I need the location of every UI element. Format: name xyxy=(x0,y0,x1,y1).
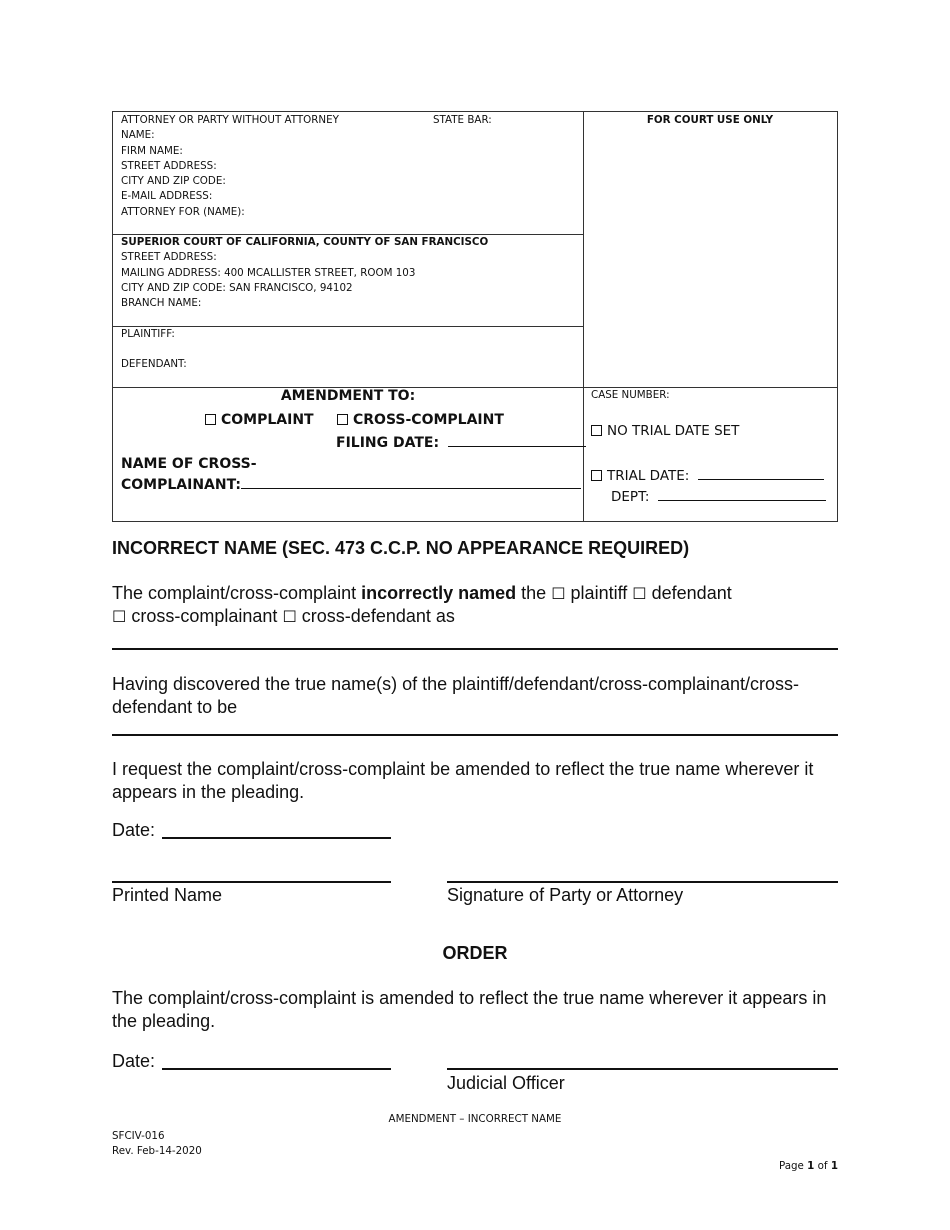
court-block xyxy=(121,235,581,311)
printed-name-label: Printed Name xyxy=(112,885,223,905)
cross-complaint-label: CROSS-COMPLAINT xyxy=(353,412,504,428)
form-id-block xyxy=(112,1129,202,1159)
complaint-checkbox[interactable] xyxy=(205,414,216,425)
court-name: SUPERIOR COURT OF CALIFORNIA, COUNTY OF SAN FRANCISCO xyxy=(121,236,489,248)
trial-date-checkbox[interactable] xyxy=(591,470,602,481)
signature-label: Signature of Party or Attorney xyxy=(447,885,684,905)
order-title: ORDER xyxy=(442,943,508,963)
no-trial-date-checkbox[interactable] xyxy=(591,425,602,436)
incorrect-name-line[interactable] xyxy=(112,648,838,650)
filing-date-label: FILING DATE: xyxy=(336,435,440,451)
page-prefix: Page xyxy=(778,1160,808,1172)
date-label-2: Date: xyxy=(112,1051,156,1071)
cross-complainant-field[interactable] xyxy=(121,454,581,496)
page-current: 1 xyxy=(807,1160,815,1172)
section-title: INCORRECT NAME (SEC. 473 C.C.P. NO APPEARANCE REQUIRED) xyxy=(112,538,690,558)
page-of: of xyxy=(814,1160,831,1172)
form-id: SFCIV-016 xyxy=(112,1130,165,1142)
parties-block xyxy=(121,327,581,373)
city-zip-field[interactable]: CITY AND ZIP CODE: xyxy=(121,175,226,188)
order-date-line[interactable] xyxy=(162,1068,391,1070)
form-title: AMENDMENT – INCORRECT NAME xyxy=(388,1113,562,1125)
trial-date-line[interactable] xyxy=(698,466,824,480)
printed-name-line[interactable] xyxy=(112,881,391,883)
defendant-checkbox[interactable]: ☐ xyxy=(632,584,647,603)
attorney-for-field[interactable]: ATTORNEY FOR (NAME): xyxy=(121,205,245,218)
state-bar-field[interactable]: STATE BAR: xyxy=(433,114,492,126)
judicial-officer-label: Judicial Officer xyxy=(447,1073,565,1093)
page-number xyxy=(779,1160,838,1172)
complainant-label: COMPLAINANT: xyxy=(121,477,241,493)
p1-text: The complaint/cross-complaint xyxy=(112,583,362,603)
plaintiff-option-label: plaintiff xyxy=(570,583,628,603)
order-paragraph: The complaint/cross-complaint is amended to reflect the true name wherever it appears in the pleading. xyxy=(112,988,827,1031)
true-name-paragraph: Having discovered the true name(s) of the plaintiff/defendant/cross-complainant/cross-defendant to be xyxy=(112,674,800,717)
caption-divider-vertical xyxy=(583,112,584,521)
case-number-field[interactable]: CASE NUMBER: xyxy=(591,389,670,401)
p1-as: as xyxy=(435,606,455,626)
attorney-block xyxy=(121,113,581,220)
judicial-officer-line[interactable] xyxy=(447,1068,838,1070)
dept-field[interactable] xyxy=(611,487,826,505)
attorney-label: ATTORNEY OR PARTY WITHOUT ATTORNEY xyxy=(121,114,339,126)
cross-defendant-option-label: cross-defendant xyxy=(301,606,431,626)
cross-complainant-line[interactable] xyxy=(241,475,581,489)
cross-complaint-option[interactable] xyxy=(337,412,504,428)
incorrect-name-paragraph xyxy=(112,582,838,628)
filing-date-field[interactable] xyxy=(336,433,586,451)
court-city-zip: CITY AND ZIP CODE: SAN FRANCISCO, 94102 xyxy=(121,281,353,294)
court-use-only-label: FOR COURT USE ONLY xyxy=(646,114,774,126)
email-field[interactable]: E-MAIL ADDRESS: xyxy=(121,190,213,203)
true-name-line[interactable] xyxy=(112,734,838,736)
amendment-to-label: AMENDMENT TO: xyxy=(280,388,416,404)
cross-defendant-checkbox[interactable]: ☐ xyxy=(282,607,297,626)
complaint-label: COMPLAINT xyxy=(221,412,314,428)
cross-complainant-option-label: cross-complainant xyxy=(131,606,278,626)
plaintiff-checkbox[interactable]: ☐ xyxy=(551,584,566,603)
no-trial-date-option[interactable] xyxy=(591,423,739,439)
defendant-field[interactable]: DEFENDANT: xyxy=(121,358,187,371)
defendant-option-label: defendant xyxy=(651,583,732,603)
trial-date-option[interactable] xyxy=(591,466,824,484)
cross-complainant-checkbox[interactable]: ☐ xyxy=(112,607,127,626)
complaint-option[interactable] xyxy=(205,412,314,428)
firm-name-field[interactable]: FIRM NAME: xyxy=(121,144,183,157)
caption-box xyxy=(112,111,838,522)
trial-date-label: TRIAL DATE: xyxy=(607,468,690,484)
date-label: Date: xyxy=(112,820,156,840)
cross-complaint-checkbox[interactable] xyxy=(337,414,348,425)
plaintiff-field[interactable]: PLAINTIFF: xyxy=(121,328,175,340)
request-paragraph: I request the complaint/cross-complaint be amended to reflect the true name wherever it appears in the pleading. xyxy=(112,759,814,802)
incorrectly-named-text: incorrectly named xyxy=(361,583,517,603)
court-mailing-address: MAILING ADDRESS: 400 MCALLISTER STREET, ROOM 103 xyxy=(121,266,416,279)
signature-line[interactable] xyxy=(447,881,838,883)
court-branch-name: BRANCH NAME: xyxy=(121,297,202,310)
no-trial-date-label: NO TRIAL DATE SET xyxy=(607,423,740,439)
date-line[interactable] xyxy=(162,837,391,839)
name-of-cross-label: NAME OF CROSS- xyxy=(121,456,257,472)
court-street-address: STREET ADDRESS: xyxy=(121,251,217,264)
page-total: 1 xyxy=(830,1160,838,1172)
p1-the: the xyxy=(516,583,552,603)
name-field[interactable]: NAME: xyxy=(121,129,155,142)
form-revision: Rev. Feb-14-2020 xyxy=(112,1145,202,1157)
filing-date-line[interactable] xyxy=(448,433,586,447)
dept-line[interactable] xyxy=(658,487,826,501)
street-address-field[interactable]: STREET ADDRESS: xyxy=(121,159,217,172)
dept-label: DEPT: xyxy=(611,489,650,505)
